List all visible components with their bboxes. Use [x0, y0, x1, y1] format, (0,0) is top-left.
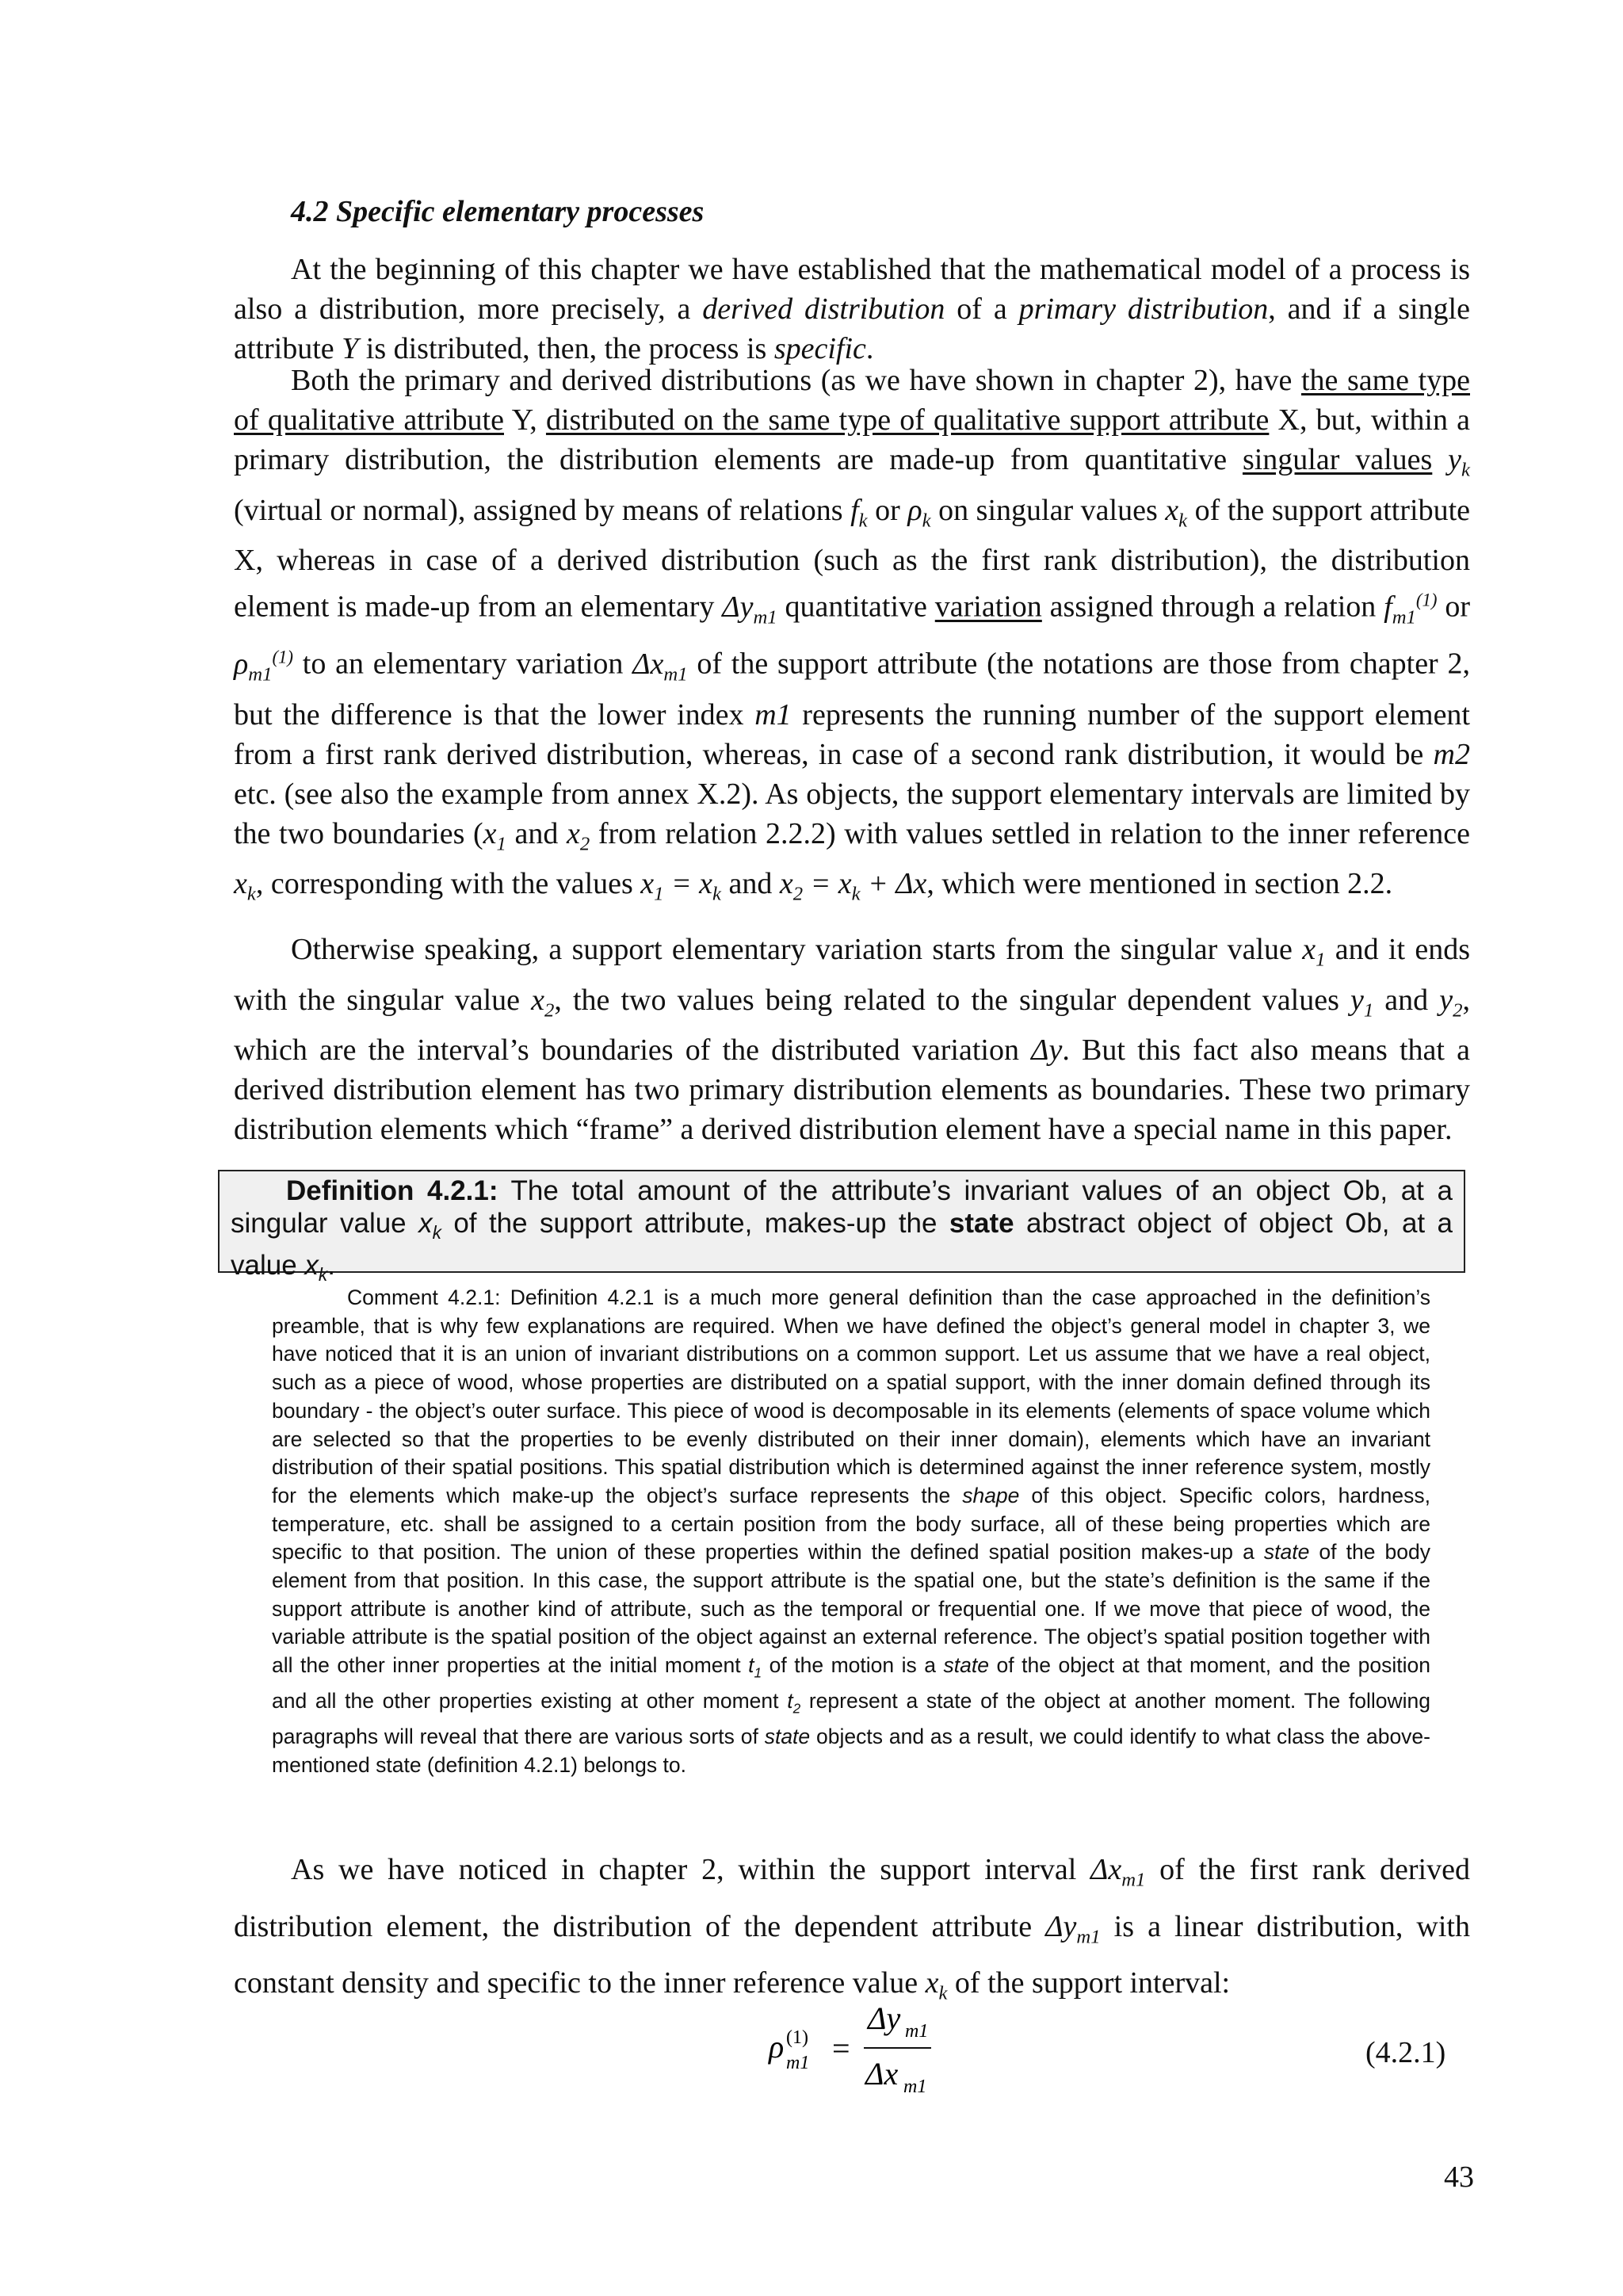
svg-text:(1): (1)	[786, 2027, 808, 2048]
paragraph-otherwise: Otherwise speaking, a support elementary variation starts from the singular value $x_1$ and it ends with the singular value $x_2$, the two values being related to the singular dependent values $y_1$ and $y_2$, which are the interval’s boundaries of the distributed variation Δy. But this fact also means that a derived distribution element has two primary distribution elements as boundaries. These two primary distribution elements which “frame” a derived distribution element have a special name in this paper.	[234, 933, 1471, 1147]
definition-box: Definition 4.2.1: The total amount of the attribute’s invariant values of an object Ob, at a singular value $x_k$ of the support attribute, makes-up the state abstract object of object Ob, at a value $x_k$.	[218, 1170, 1465, 1273]
svg-text:m1: m1	[905, 2021, 929, 2042]
section-heading: 4.2 Specific elementary processes	[291, 195, 705, 228]
paragraph-primary-derived: Both the primary and derived distributions (as we have shown in chapter 2), have the same type of qualitative attribute Y, distributed on the same type of qualitative support attribute X, but, within a primary distribution, the distribution elements are made-up from quantitative singular values $y_k$ (virtual or normal), assigned by means of relations $f_k$ or $\rho_k$ on singular values $x_k$ of the support attribute X, whereas in case of a derived distribution (such as the first rank distribution), the distribution element is made-up from an elementary $\Delta y_{m1}$ quantitative variation assigned through a relation $f_{m1}^{(1)}$ or $\rho_{m1}^{(1)}$ to an elementary variation $\Delta x_{m1}$ of the support attribute (the notations are those from chapter 2, but the difference is that the lower index m1 represents the running number of the support element from a first rank derived distribution, whereas, in case of a second rank distribution, it would be m2 etc. (see also the example from annex X.2). As objects, the support elementary intervals are limited by the two boundaries ($x_1$ and $x_2$ from relation 2.2.2) with values settled in relation to the inner reference $x_k$, corresponding with the values $x_1 = x_k$ and $x_2 = x_k + \Delta x$, which were mentioned in section 2.2.	[234, 364, 1471, 905]
equation-number: (4.2.1)	[1365, 2036, 1446, 2069]
comment-block: Comment 4.2.1: Definition 4.2.1 is a much more general definition than the case approached in the definition’s preamble, that is why few explanations are required. When we have defined the object’s general model in chapter 3, we have noticed that it is an union of invariant distributions on a common support. Let us assume that we have a real object, such as a piece of wood, whose properties are distributed on a spatial support, with the inner domain defined through its boundary - the object’s outer surface. This piece of wood is decomposable in its elements (elements of space volume which are selected so that the properties to be evenly distributed on their inner domain), elements which have an invariant distribution of their spatial positions. This spatial distribution which is determined against the inner reference system, mostly for the elements which make-up the object’s surface represents the shape of this object. Specific colors, hardness, temperature, etc. shall be assigned to a certain position from the body surface, all of these being properties which are specific to that position. The union of these properties within the defined spatial position makes-up a state of the body element from that position. In this case, the support attribute is the spatial one, but the state’s definition is the same if the support attribute is another kind of attribute, such as the temporal or frequential one. If we move that piece of wood, the variable attribute is the spatial position of the object against an external reference. The object’s spatial position together with all the other inner properties at the initial moment $t_1$ of the motion is a state of the object at that moment, and the position and all the other properties existing at other moment $t_2$ represent a state of the object at another moment. The following paragraphs will reveal that there are various sorts of state objects and as a result, we could identify to what class the above-mentioned state (definition 4.2.1) belongs to.	[272, 1286, 1431, 1777]
page-number: 43	[1444, 2160, 1474, 2194]
equation-4-2-1	[234, 1997, 1470, 2100]
paragraph-intro: At the beginning of this chapter we have established that the mathematical model of a process is also a distribution, more precisely, a derived distribution of a primary distribution, and if a single attribute Y is distributed, then, the process is specific.	[234, 253, 1470, 365]
svg-text:=: =	[832, 2030, 850, 2066]
svg-text:Δx: Δx	[865, 2056, 899, 2092]
paragraph-support-interval: As we have noticed in chapter 2, within the support interval $\Delta x_{m1}$ of the first rank derived distribution element, the distribution of the dependent attribute $\Delta y_{m1}$ is a linear distribution, with constant density and specific to the inner reference value $x_k$ of the support interval:	[234, 1853, 1470, 2004]
equation-formula	[234, 1997, 1470, 2100]
svg-text:Δy: Δy	[868, 2000, 901, 2036]
svg-text:m1: m1	[903, 2076, 927, 2097]
svg-text:m1: m1	[786, 2053, 810, 2073]
definition-label: Definition 4.2.1:	[286, 1175, 498, 1206]
svg-text:ρ: ρ	[769, 2029, 785, 2065]
